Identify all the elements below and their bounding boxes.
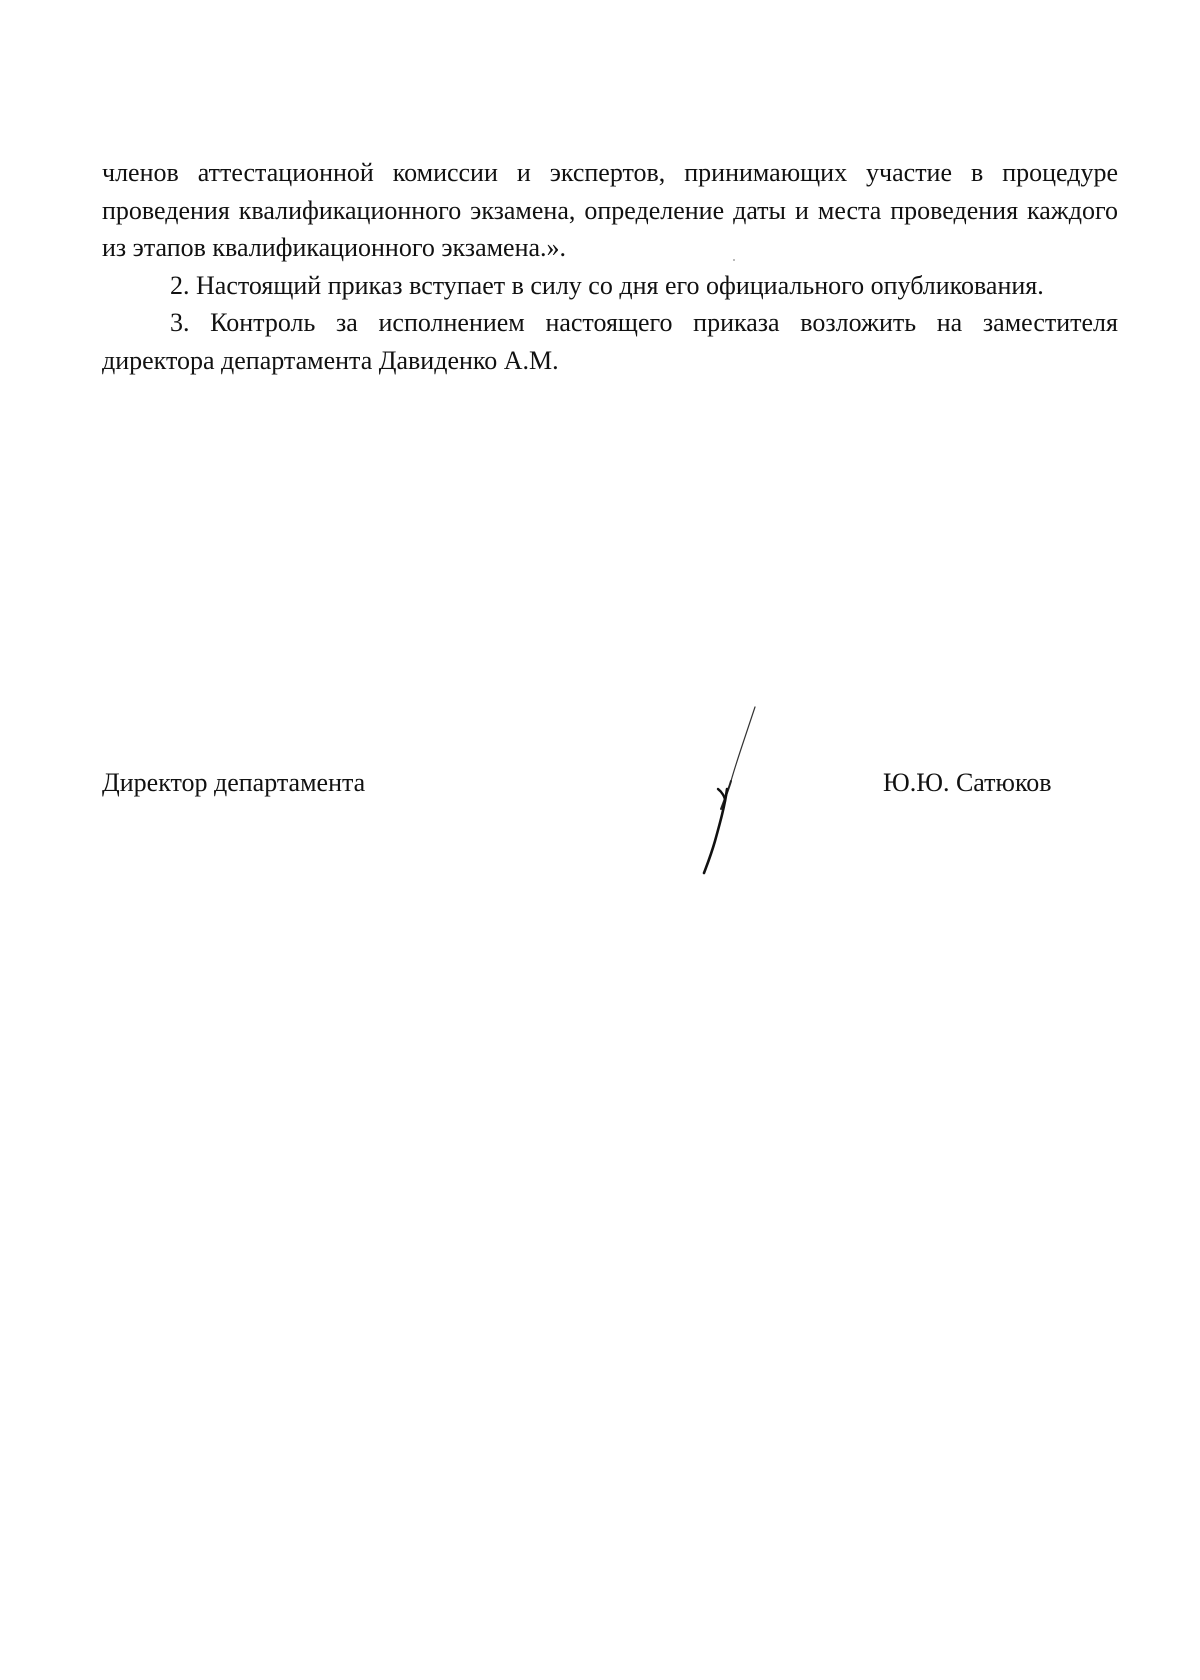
- signature-block: [102, 764, 1118, 804]
- scan-speck: [733, 259, 735, 261]
- signer-title: Директор департамента: [102, 768, 366, 797]
- signer-name: Ю.Ю. Сатюков: [883, 768, 1052, 797]
- document-body: [102, 154, 1118, 379]
- paragraph-continuation: членов аттестационной комиссии и экспертов, принимающих участие в процедуре проведения квалификационного экзамена, определение даты и места проведения каждого из этапов квалификационного экзамена.».: [102, 158, 1118, 262]
- paragraph-item-3: 3. Контроль за исполнением настоящего приказа возложить на заместителя директора департамента Давиденко А.М.: [102, 308, 1118, 375]
- paragraph-item-2: 2. Настоящий приказ вступает в силу со дня его официального опубликования.: [170, 270, 1044, 300]
- handwritten-signature: [698, 705, 758, 875]
